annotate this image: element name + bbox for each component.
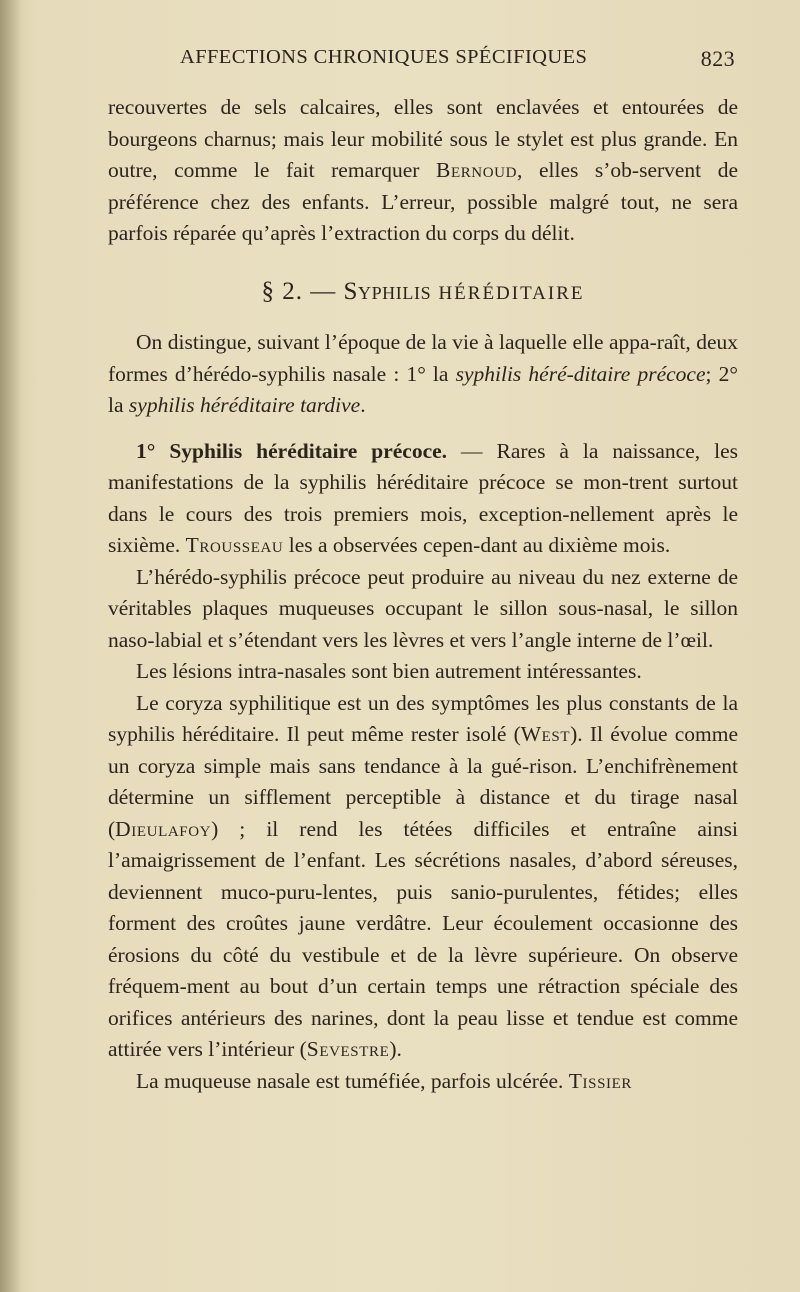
page-body — [108, 92, 738, 1097]
paragraph — [108, 1066, 738, 1098]
subsection-heading: 1° Syphilis héréditaire précoce. — [136, 438, 448, 463]
binding-shadow — [0, 0, 22, 1292]
author-name: Tissier — [568, 1068, 632, 1093]
text-run: ). — [389, 1037, 402, 1061]
text-run: les a observées cepen-dant au dixième mois. — [283, 533, 671, 557]
author-name: West — [520, 722, 571, 746]
author-name: Sevestre — [306, 1037, 390, 1061]
text-run: , elles s’ob-servent de préférence chez des enfants. L’erreur, possible malgré tout, ne sera parfois réparée qu’après l’extraction du corps du délit. — [108, 158, 738, 245]
paragraph-subsection — [108, 436, 738, 562]
section-number: § 2. — — [261, 277, 344, 305]
paragraph-intro — [108, 327, 738, 422]
section-heading — [108, 276, 738, 310]
running-header — [150, 46, 735, 76]
paragraph — [108, 688, 738, 1066]
italic-term: syphilis héréditaire tardive — [128, 393, 361, 417]
text-run: . — [360, 393, 366, 417]
header-title: AFFECTIONS CHRONIQUES SPÉCIFIQUES — [180, 46, 588, 68]
text-run: La muqueuse nasale est tuméfiée, parfois ulcérée. — [136, 1068, 569, 1093]
text-run: ; 2° la — [108, 361, 738, 417]
section-title-spaced: HÉRÉDITAIRE — [438, 282, 585, 304]
text-run: — Rares à la naissance, les manifestations de la syphilis héréditaire précoce se mon-trent surtout dans le cours des trois premiers mois, exception-nellement après le sixième. — [108, 438, 738, 557]
author-name: Trousseau — [185, 533, 284, 557]
paragraph-continued — [108, 92, 738, 250]
text-run: On distingue, suivant l’époque de la vie à laquelle elle appa-raît, deux formes d’hérédo-syphilis nasale : 1° la — [108, 330, 738, 386]
author-name: Dieulafoy — [115, 816, 212, 841]
text-run: Le coryza syphilitique est un des symptômes les plus constants de la syphilis héréditaire. Il peut même rester isolé ( — [108, 690, 738, 746]
paragraph: Les lésions intra-nasales sont bien autrement intéressantes. — [136, 659, 642, 683]
author-name: Bernoud — [436, 158, 518, 182]
page-number: 823 — [700, 46, 735, 71]
paragraph: L’hérédo-syphilis précoce peut produire au niveau du nez externe de véritables plaques muqueuses occupant le sillon sous-nasal, le sillon naso-labial et s’étendant vers les lèvres et vers l’angle interne de l’œil. — [108, 564, 738, 652]
text-run: recouvertes de sels calcaires, elles sont enclavées et entourées de bourgeons charnus; mais leur mobilité sous le stylet est plus grande. En outre, comme le fait remarquer — [108, 95, 738, 182]
text-run: ). Il évolue comme un coryza simple mais sans tendance à la gué-rison. L’enchifrènement détermine un sifflement perceptible à distance et du tirage nasal ( — [108, 722, 738, 841]
italic-term: syphilis héré-ditaire précoce — [455, 361, 706, 386]
text-run: ) ; il rend les tétées difficiles et entraîne ainsi l’amaigrissement de l’enfant. Les sécrétions nasales, d’abord séreuses, deviennent muco-puru-lentes, puis sanio-purulentes, fétides; elles forment des croûtes jaune verdâtre. Leur écoulement occasionne des érosions du côté du vestibule et de la lèvre supérieure. On observe fréquem-ment au bout d’un certain temps une rétraction spéciale des orifices antérieurs des narines, dont la peau lisse et tendue est comme attirée vers l’intérieur ( — [108, 816, 738, 1061]
section-title-caps: Syphilis — [343, 277, 432, 305]
